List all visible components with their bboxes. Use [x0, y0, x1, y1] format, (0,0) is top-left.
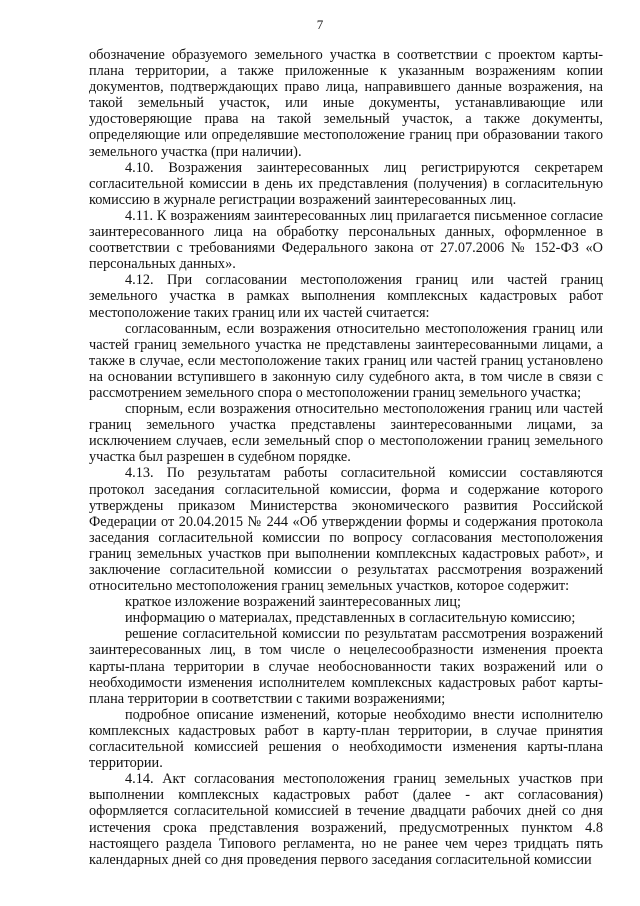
list-item-materials: информацию о материалах, представленных в согласительную комиссию;	[125, 610, 576, 627]
list-item-agreed: согласованным, если возражения относительно местоположения границ или частей границ земельного участка не представлены заинтересованными лицами, а также в случае, если местоположение таких границ или частей границ установлено на основании вступившего в законную силу судебного акта, в том числе в связи с рассмотрением земельного спора о местоположении границ земельного участка;	[89, 320, 603, 401]
list-item-decision: решение согласительной комиссии по результатам рассмотрения возражений заинтересованных лиц, в том числе о нецелесообразности изменения проекта карты-плана территории в случае необоснованности таких возражений или о необходимости изменения исполнителем комплексных кадастровых работ карты-плана территории в соответствии с такими возражениями;	[89, 626, 603, 707]
paragraph-4-14: 4.14. Акт согласования местоположения границ земельных участков при выполнении комплексных кадастровых работ (далее - акт согласования) оформляется согласительной комиссией в течение двадцати рабочих дней со дня истечения срока представления возражений, предусмотренных пунктом 4.8 настоящего раздела Типового регламента, но не ранее чем через тридцать пять календарных дней со дня проведения первого заседания согласительной комиссии	[89, 771, 603, 868]
paragraph-continuation: обозначение образуемого земельного участка в соответствии с проектом карты-плана территории, а также приложенные к указанным возражениям копии документов, подтверждающих право лица, направившего данные возражения, на такой земельный участок, или иные документы, устанавливающие или удостоверяющие права на такой земельный участок, а также документы, определяющие или определявшие местоположение границ при образовании такого земельного участка (при наличии).	[89, 47, 603, 160]
paragraph-4-12: 4.12. При согласовании местоположения границ или частей границ земельного участка в рамках выполнения комплексных кадастровых работ местоположение таких границ или их частей считается:	[89, 272, 603, 321]
paragraph-4-11: 4.11. К возражениям заинтересованных лиц прилагается письменное согласие заинтересованного лица на обработку персональных данных, оформленное в соответствии с требованиями Федерального закона от 27.07.2006 № 152-ФЗ «О персональных данных».	[89, 207, 603, 273]
list-item-changes: подробное описание изменений, которые необходимо внести исполнителю комплексных кадастровых работ в карту-план территории, в случае принятия согласительной комиссией решения о необходимости изменения карты-плана территории.	[89, 706, 603, 772]
paragraph-4-13: 4.13. По результатам работы согласительной комиссии составляются протокол заседания согласительной комиссии, форма и содержание которого утверждены приказом Министерства экономического развития Российской Федерации от 20.04.2015 № 244 «Об утверждении формы и содержания протокола заседания согласительной комиссии по вопросу согласования местоположения границ земельных участков при выполнении комплексных кадастровых работ», и заключение согласительной комиссии о результатах рассмотрения возражений относительно местоположения границ земельных участков, которое содержит:	[89, 465, 603, 595]
list-item-summary: краткое изложение возражений заинтересованных лиц;	[125, 594, 461, 611]
page-number: 7	[316, 17, 324, 32]
document-body	[89, 47, 603, 868]
paragraph-4-10: 4.10. Возражения заинтересованных лиц регистрируются секретарем согласительной комиссии в день их представления (получения) в согласительную комиссию в журнале регистрации возражений заинтересованных лиц.	[89, 159, 603, 208]
list-item-disputed: спорным, если возражения относительно местоположения границ или частей границ земельного участка представлены заинтересованными лицами, за исключением случаев, если земельный спор о местоположении границ земельного участка был разрешен в судебном порядке.	[89, 401, 603, 466]
